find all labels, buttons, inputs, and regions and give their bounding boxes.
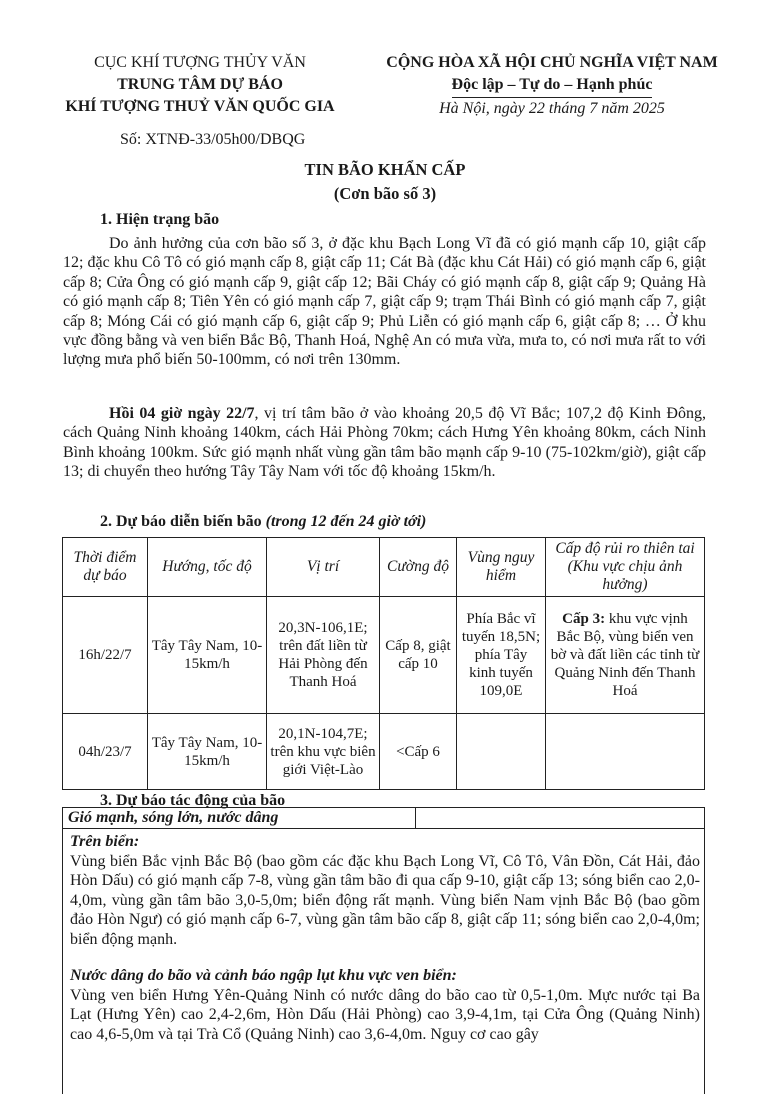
- impact-label-row: [62, 807, 705, 828]
- column-header: Hướng, tốc độ: [148, 538, 267, 597]
- section1-paragraph1: Do ảnh hưởng của cơn bão số 3, ở đặc khu Bạch Long Vĩ đã có gió mạnh cấp 10, giật cấp 12; đặc khu Cô Tô có gió mạnh cấp 8, giật cấp 11; Cát Bà (đặc khu Cát Hải) có gió mạnh cấp 6, giật cấp 8; Cửa Ông có gió mạnh cấp 9, giật cấp 12; Bãi Cháy có gió mạnh cấp 8, giật cấp 9; Quảng Hà có gió mạnh cấp 8; Tiên Yên có gió mạnh cấp 7, giật cấp 9; trạm Thái Bình có gió mạnh cấp 7, giật cấp 8; Móng Cái có gió mạnh cấp 6, giật cấp 9; Phủ Liễn có gió mạnh cấp 6, giật cấp 8; … Ở khu vực đồng bằng và ven biển Bắc Bộ, Thanh Hoá, Nghệ An có mưa vừa, mưa to, có nơi mưa rất to với lượng mưa phổ biến 50-100mm, có nơi trên 130mm.: [63, 235, 706, 369]
- sea-impact-text: Vùng biển Bắc vịnh Bắc Bộ (bao gồm các đặc khu Bạch Long Vĩ, Cô Tô, Vân Đồn, Cát Hải, đảo Hòn Dấu) có gió mạnh cấp 7-8, vùng gần tâm bão đi qua cấp 9-10, giật cấp 13; sóng biển cao 2,0-4,0m, vùng gần tâm bão 3,0-5,0m; biển động rất mạnh. Vùng biển Nam vịnh Bắc Bộ (bao gồm đảo Hòn Ngư) có gió mạnh cấp 6-7, vùng gần tâm bão cấp 8, giật cấp 11; sóng biển cao 2,0-4,0m; biển động mạnh.: [70, 853, 700, 948]
- cell-danger-zone: Phía Bắc vĩ tuyến 18,5N; phía Tây kinh tuyến 109,0E: [457, 597, 546, 714]
- column-header: Cường độ: [380, 538, 457, 597]
- cell-direction: Tây Tây Nam, 10-15km/h: [148, 714, 267, 790]
- cell-direction: Tây Tây Nam, 10-15km/h: [148, 597, 267, 714]
- agency-name-line1: CỤC KHÍ TƯỢNG THỦY VĂN: [94, 54, 306, 71]
- section2-heading-italic: (trong 12 đến 24 giờ tới): [265, 513, 427, 530]
- risk-level-bold: Cấp 3:: [562, 611, 606, 627]
- national-motto: Độc lập – Tự do – Hạnh phúc: [452, 74, 653, 98]
- section1-paragraph2: [63, 404, 706, 482]
- document-number: Số: XTNĐ-33/05h00/DBQG: [120, 131, 306, 148]
- forecast-table: [62, 537, 705, 790]
- cell-intensity: <Cấp 6: [380, 714, 457, 790]
- document-title: TIN BÃO KHẨN CẤP: [304, 160, 466, 179]
- column-divider: [415, 808, 416, 829]
- table-row: [63, 597, 705, 714]
- cell-time: 04h/23/7: [63, 714, 148, 790]
- cell-risk-level: [546, 714, 705, 790]
- column-header: Cấp độ rủi ro thiên tai (Khu vực chịu ảnh hưởng): [546, 538, 705, 597]
- cell-intensity: Cấp 8, giật cấp 10: [380, 597, 457, 714]
- sea-heading: Trên biển:: [70, 833, 140, 850]
- agency-header: [40, 52, 360, 118]
- column-header: Thời điểm dự báo: [63, 538, 148, 597]
- cell-position: 20,1N-104,7E; trên khu vực biên giới Việt-Lào: [267, 714, 380, 790]
- impact-label: Gió mạnh, sóng lớn, nước dâng: [68, 809, 279, 826]
- storm-surge-text: Vùng ven biển Hưng Yên-Quảng Ninh có nước dâng do bão cao từ 0,5-1,0m. Mực nước tại Ba Lạt (Hưng Yên) cao 2,4-2,6m, Hòn Dấu (Hải Phòng) cao 3,9-4,1m, tại Cửa Ông (Quảng Ninh) cao 4,6-5,0m và tại Trà Cổ (Quảng Ninh) cao 3,6-4,0m. Nguy cơ cao gây: [70, 987, 700, 1043]
- agency-name-line2: TRUNG TÂM DỰ BÁO: [117, 76, 283, 93]
- cell-position: 20,3N-106,1E; trên đất liền từ Hải Phòng đến Thanh Hoá: [267, 597, 380, 714]
- country-name: CỘNG HÒA XÃ HỘI CHỦ NGHĨA VIỆT NAM: [386, 54, 718, 71]
- place-date: Hà Nội, ngày 22 tháng 7 năm 2025: [439, 100, 665, 117]
- table-header-row: [63, 538, 705, 597]
- column-header: Vùng nguy hiểm: [457, 538, 546, 597]
- document-subtitle: (Cơn bão số 3): [333, 184, 437, 203]
- storm-time-bold: Hồi 04 giờ ngày 22/7: [109, 405, 255, 422]
- table-row: [63, 714, 705, 790]
- cell-danger-zone: [457, 714, 546, 790]
- section2-heading: [100, 513, 426, 531]
- national-header: [372, 52, 732, 120]
- agency-name-line3: KHÍ TƯỢNG THUỶ VĂN QUỐC GIA: [65, 98, 335, 115]
- risk-level-area: khu vực vịnh Bắc Bộ, vùng biển ven bờ và đất liền các tỉnh từ Quảng Ninh đến Thanh Hoá: [550, 611, 700, 699]
- column-header: Vị trí: [267, 538, 380, 597]
- storm-position-text: , vị trí tâm bão ở vào khoảng 20,5 độ Vĩ Bắc; 107,2 độ Kinh Đông, cách Quảng Ninh khoảng 140km, cách Hải Phòng 70km; cách Hưng Yên khoảng 80km, cách Ninh Bình khoảng 100km. Sức gió mạnh nhất vùng gần tâm bão mạnh cấp 9-10 (75-102km/giờ), giật cấp 13; di chuyển theo hướng Tây Tây Nam với tốc độ khoảng 15km/h.: [63, 405, 706, 481]
- cell-time: 16h/22/7: [63, 597, 148, 714]
- section1-heading: 1. Hiện trạng bão: [100, 211, 220, 228]
- storm-surge-heading: Nước dâng do bão và cảnh báo ngập lụt khu vực ven biển:: [70, 967, 457, 984]
- cell-risk-level: [546, 597, 705, 714]
- section2-heading-text: 2. Dự báo diễn biến bão: [100, 513, 266, 530]
- section3-heading: 3. Dự báo tác động của bão: [100, 792, 286, 809]
